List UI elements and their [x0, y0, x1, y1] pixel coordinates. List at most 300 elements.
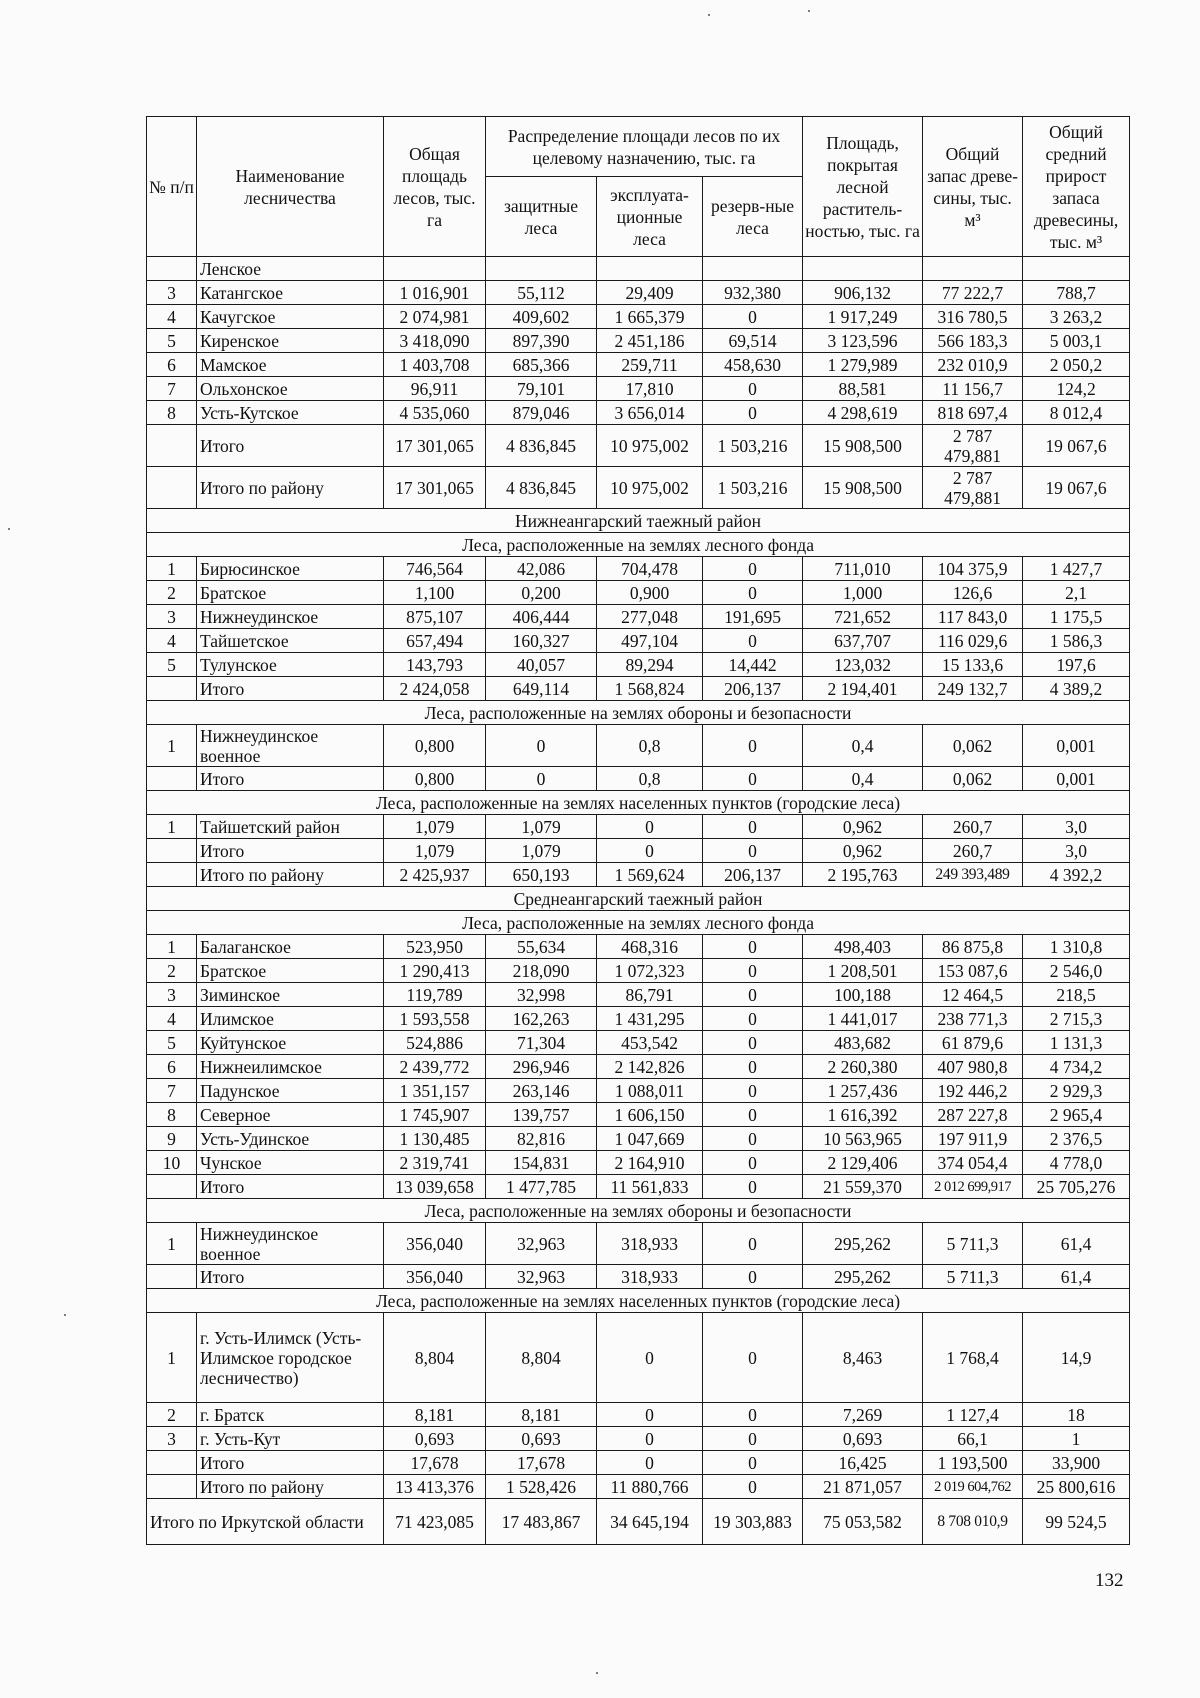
row-number: 7: [147, 1079, 197, 1103]
cell-reserve: 0: [703, 1475, 803, 1499]
table-body: [147, 257, 1130, 1545]
cell-protective: 1 528,426: [486, 1475, 597, 1499]
cell-operational: 1 088,011: [597, 1079, 703, 1103]
cell-growth: 2 965,4: [1023, 1103, 1130, 1127]
cell-growth: 0,001: [1023, 767, 1130, 791]
cell-reserve: 0: [703, 1127, 803, 1151]
cell-protective: 55,112: [486, 281, 597, 305]
cell-covered: 2 195,763: [803, 863, 923, 887]
cell-operational: 89,294: [597, 653, 703, 677]
cell-stock: 11 156,7: [923, 377, 1023, 401]
cell-protective: 40,057: [486, 653, 597, 677]
cell-operational: 0: [597, 839, 703, 863]
cell-growth: 1 586,3: [1023, 629, 1130, 653]
cell-stock: 249 132,7: [923, 677, 1023, 701]
row-number: 1: [147, 1223, 197, 1265]
row-name: Нижнеилимское: [197, 1055, 384, 1079]
table-row: [147, 425, 1130, 467]
cell-covered: 1 208,501: [803, 959, 923, 983]
cell-covered: 1 917,249: [803, 305, 923, 329]
cell-stock: 0,062: [923, 767, 1023, 791]
cell-stock: 117 843,0: [923, 605, 1023, 629]
row-name: Итого: [197, 767, 384, 791]
cell-operational: 0,8: [597, 767, 703, 791]
header-reserve: резерв-ные леса: [703, 177, 803, 257]
table-row: [147, 1427, 1130, 1451]
cell-growth: 1 310,8: [1023, 935, 1130, 959]
cell-protective: 42,086: [486, 557, 597, 581]
row-number: 4: [147, 305, 197, 329]
cell-stock: 316 780,5: [923, 305, 1023, 329]
row-name: Илимское: [197, 1007, 384, 1031]
cell-reserve: 69,514: [703, 329, 803, 353]
cell-stock: 2 787 479,881: [923, 425, 1023, 467]
table-row: [147, 467, 1130, 509]
table-row: [147, 1313, 1130, 1403]
header-covered: Площадь, покрытая лесной раститель-ностью, тыс. га: [803, 117, 923, 257]
row-name: Ольхонское: [197, 377, 384, 401]
cell-total: 746,564: [384, 557, 486, 581]
row-name: Нижнеудинское: [197, 605, 384, 629]
cell-total: 356,040: [384, 1223, 486, 1265]
cell-reserve: 0: [703, 1031, 803, 1055]
section-title: Леса, расположенные на землях обороны и безопасности: [147, 1199, 1130, 1223]
cell-reserve: 932,380: [703, 281, 803, 305]
row-number: 3: [147, 1427, 197, 1451]
cell-protective: 0,693: [486, 1427, 597, 1451]
cell-stock: [923, 257, 1023, 281]
cell-growth: 99 524,5: [1023, 1499, 1130, 1545]
cell-protective: 55,634: [486, 935, 597, 959]
cell-covered: 15 908,500: [803, 425, 923, 467]
cell-total: 2 424,058: [384, 677, 486, 701]
cell-reserve: 0: [703, 839, 803, 863]
header-stock: Общий запас древе-сины, тыс. м³: [923, 117, 1023, 257]
cell-protective: 160,327: [486, 629, 597, 653]
cell-total: 1 016,901: [384, 281, 486, 305]
cell-protective: 1,079: [486, 839, 597, 863]
row-name: Тайшетское: [197, 629, 384, 653]
row-number: 8: [147, 1103, 197, 1127]
table-row: [147, 863, 1130, 887]
row-name: Мамское: [197, 353, 384, 377]
cell-operational: 17,810: [597, 377, 703, 401]
cell-stock: 238 771,3: [923, 1007, 1023, 1031]
cell-operational: 3 656,014: [597, 401, 703, 425]
cell-total: 119,789: [384, 983, 486, 1007]
cell-stock: 116 029,6: [923, 629, 1023, 653]
cell-covered: 1 441,017: [803, 1007, 923, 1031]
row-number: 4: [147, 629, 197, 653]
cell-reserve: 0: [703, 959, 803, 983]
section-row: [147, 1289, 1130, 1313]
table-row: [147, 935, 1130, 959]
cell-growth: 2,1: [1023, 581, 1130, 605]
row-name: Братское: [197, 581, 384, 605]
table-row: [147, 401, 1130, 425]
cell-protective: 0: [486, 767, 597, 791]
cell-operational: 0,900: [597, 581, 703, 605]
cell-protective: 409,602: [486, 305, 597, 329]
table-row: [147, 1175, 1130, 1199]
cell-growth: 0,001: [1023, 725, 1130, 767]
cell-growth: 1 131,3: [1023, 1031, 1130, 1055]
row-name: Тайшетский район: [197, 815, 384, 839]
cell-operational: 11 561,833: [597, 1175, 703, 1199]
cell-operational: 1 431,295: [597, 1007, 703, 1031]
cell-stock: 566 183,3: [923, 329, 1023, 353]
cell-stock: 1 768,4: [923, 1313, 1023, 1403]
cell-operational: 468,316: [597, 935, 703, 959]
cell-total: 0,693: [384, 1427, 486, 1451]
cell-operational: 1 072,323: [597, 959, 703, 983]
cell-operational: 259,711: [597, 353, 703, 377]
row-name: Киренское: [197, 329, 384, 353]
row-number: 3: [147, 281, 197, 305]
cell-total: 1,079: [384, 839, 486, 863]
row-number: [147, 467, 197, 509]
table-row: [147, 605, 1130, 629]
cell-growth: 1: [1023, 1427, 1130, 1451]
cell-reserve: 0: [703, 1313, 803, 1403]
cell-protective: 897,390: [486, 329, 597, 353]
table-row: [147, 1451, 1130, 1475]
cell-stock: 260,7: [923, 815, 1023, 839]
cell-stock: 287 227,8: [923, 1103, 1023, 1127]
cell-total: 1 351,157: [384, 1079, 486, 1103]
cell-covered: 2 129,406: [803, 1151, 923, 1175]
cell-total: 13 413,376: [384, 1475, 486, 1499]
cell-total: 1 290,413: [384, 959, 486, 983]
cell-protective: 650,193: [486, 863, 597, 887]
cell-covered: 498,403: [803, 935, 923, 959]
cell-reserve: 1 503,216: [703, 425, 803, 467]
row-name: Балаганское: [197, 935, 384, 959]
cell-growth: 124,2: [1023, 377, 1130, 401]
row-name: г. Усть-Илимск (Усть-Илимское городское лесничество): [197, 1313, 384, 1403]
cell-covered: 0,693: [803, 1427, 923, 1451]
row-name: Итого: [197, 1175, 384, 1199]
cell-covered: 1,000: [803, 581, 923, 605]
cell-total: 875,107: [384, 605, 486, 629]
cell-operational: 497,104: [597, 629, 703, 653]
cell-reserve: 0: [703, 1007, 803, 1031]
table-row: [147, 959, 1130, 983]
cell-protective: 154,831: [486, 1151, 597, 1175]
cell-total: 4 535,060: [384, 401, 486, 425]
cell-covered: 0,4: [803, 725, 923, 767]
row-number: 3: [147, 605, 197, 629]
row-name: Катангское: [197, 281, 384, 305]
row-number: 1: [147, 935, 197, 959]
section-title: Леса, расположенные на землях населенных пунктов (городские леса): [147, 791, 1130, 815]
cell-growth: 14,9: [1023, 1313, 1130, 1403]
cell-reserve: 0: [703, 1103, 803, 1127]
cell-total: 657,494: [384, 629, 486, 653]
cell-growth: 197,6: [1023, 653, 1130, 677]
row-number: [147, 425, 197, 467]
cell-total: 71 423,085: [384, 1499, 486, 1545]
cell-total: 8,181: [384, 1403, 486, 1427]
cell-protective: 263,146: [486, 1079, 597, 1103]
row-number: 6: [147, 1055, 197, 1079]
cell-stock: 61 879,6: [923, 1031, 1023, 1055]
cell-stock: 374 054,4: [923, 1151, 1023, 1175]
cell-total: 2 425,937: [384, 863, 486, 887]
scan-speck: [596, 1672, 598, 1674]
cell-covered: 0,4: [803, 767, 923, 791]
cell-stock: 818 697,4: [923, 401, 1023, 425]
cell-operational: 10 975,002: [597, 425, 703, 467]
cell-reserve: 0: [703, 1055, 803, 1079]
cell-protective: 71,304: [486, 1031, 597, 1055]
cell-reserve: 0: [703, 1403, 803, 1427]
cell-growth: 1 427,7: [1023, 557, 1130, 581]
cell-reserve: 0: [703, 581, 803, 605]
row-name: Нижнеудинское военное: [197, 725, 384, 767]
cell-reserve: 0: [703, 401, 803, 425]
section-row: [147, 1199, 1130, 1223]
section-title: Леса, расположенные на землях обороны и безопасности: [147, 701, 1130, 725]
cell-stock: 407 980,8: [923, 1055, 1023, 1079]
cell-covered: [803, 257, 923, 281]
row-name: Итого: [197, 1451, 384, 1475]
cell-growth: 2 715,3: [1023, 1007, 1130, 1031]
cell-growth: 25 800,616: [1023, 1475, 1130, 1499]
cell-covered: 4 298,619: [803, 401, 923, 425]
cell-stock: 2 019 604,762: [923, 1475, 1023, 1499]
section-title: Леса, расположенные на землях населенных пунктов (городские леса): [147, 1289, 1130, 1313]
table-row: [147, 1031, 1130, 1055]
cell-reserve: 0: [703, 725, 803, 767]
table-row: [147, 1007, 1130, 1031]
row-number: 1: [147, 815, 197, 839]
row-number: 3: [147, 983, 197, 1007]
table-row: [147, 581, 1130, 605]
cell-reserve: 0: [703, 557, 803, 581]
cell-protective: 32,998: [486, 983, 597, 1007]
cell-total: 1 593,558: [384, 1007, 486, 1031]
grand-total-row: [147, 1499, 1130, 1545]
cell-total: 13 039,658: [384, 1175, 486, 1199]
row-name: Братское: [197, 959, 384, 983]
cell-protective: 406,444: [486, 605, 597, 629]
cell-covered: 1 616,392: [803, 1103, 923, 1127]
row-number: 4: [147, 1007, 197, 1031]
section-title: Леса, расположенные на землях лесного фонда: [147, 911, 1130, 935]
cell-protective: 1,079: [486, 815, 597, 839]
cell-operational: 453,542: [597, 1031, 703, 1055]
cell-protective: 32,963: [486, 1265, 597, 1289]
section-row: [147, 701, 1130, 725]
cell-stock: 126,6: [923, 581, 1023, 605]
cell-reserve: 0: [703, 935, 803, 959]
cell-growth: 8 012,4: [1023, 401, 1130, 425]
cell-covered: 123,032: [803, 653, 923, 677]
cell-reserve: 0: [703, 1451, 803, 1475]
row-name: Итого: [197, 425, 384, 467]
cell-protective: [486, 257, 597, 281]
cell-reserve: 19 303,883: [703, 1499, 803, 1545]
row-number: [147, 677, 197, 701]
cell-reserve: 0: [703, 767, 803, 791]
table-row: [147, 1403, 1130, 1427]
row-name: Итого по району: [197, 1475, 384, 1499]
cell-operational: 10 975,002: [597, 467, 703, 509]
cell-operational: 318,933: [597, 1265, 703, 1289]
cell-covered: 3 123,596: [803, 329, 923, 353]
section-title: Нижнеангарский таежный район: [147, 509, 1130, 533]
table-row: [147, 983, 1130, 1007]
cell-operational: 0: [597, 1427, 703, 1451]
cell-covered: 1 279,989: [803, 353, 923, 377]
cell-covered: 15 908,500: [803, 467, 923, 509]
cell-growth: 2 929,3: [1023, 1079, 1130, 1103]
row-name: г. Усть-Кут: [197, 1427, 384, 1451]
cell-operational: 0: [597, 815, 703, 839]
row-name: Зиминское: [197, 983, 384, 1007]
cell-operational: 2 451,186: [597, 329, 703, 353]
row-name: Нижнеудинское военное: [197, 1223, 384, 1265]
cell-reserve: 0: [703, 1223, 803, 1265]
row-number: 2: [147, 1403, 197, 1427]
cell-stock: 192 446,2: [923, 1079, 1023, 1103]
row-number: 5: [147, 329, 197, 353]
cell-growth: 33,900: [1023, 1451, 1130, 1475]
row-name: Итого по району: [197, 467, 384, 509]
cell-operational: 11 880,766: [597, 1475, 703, 1499]
cell-operational: 1 047,669: [597, 1127, 703, 1151]
cell-total: 17,678: [384, 1451, 486, 1475]
cell-covered: 637,707: [803, 629, 923, 653]
cell-total: 356,040: [384, 1265, 486, 1289]
cell-operational: 1 568,824: [597, 677, 703, 701]
scan-speck: [8, 528, 10, 530]
cell-stock: 86 875,8: [923, 935, 1023, 959]
cell-protective: 685,366: [486, 353, 597, 377]
cell-total: 1 403,708: [384, 353, 486, 377]
cell-operational: 1 569,624: [597, 863, 703, 887]
cell-total: 17 301,065: [384, 467, 486, 509]
table-row: [147, 329, 1130, 353]
table-row: [147, 1265, 1130, 1289]
section-row: [147, 911, 1130, 935]
row-name: Итого: [197, 1265, 384, 1289]
row-number: [147, 1451, 197, 1475]
cell-covered: 1 257,436: [803, 1079, 923, 1103]
cell-protective: 8,181: [486, 1403, 597, 1427]
cell-reserve: 191,695: [703, 605, 803, 629]
cell-total: 96,911: [384, 377, 486, 401]
cell-stock: 197 911,9: [923, 1127, 1023, 1151]
table-row: [147, 1151, 1130, 1175]
cell-stock: 260,7: [923, 839, 1023, 863]
cell-operational: 86,791: [597, 983, 703, 1007]
cell-stock: 232 010,9: [923, 353, 1023, 377]
row-number: 7: [147, 377, 197, 401]
cell-covered: 483,682: [803, 1031, 923, 1055]
cell-operational: 1 665,379: [597, 305, 703, 329]
cell-protective: 0,200: [486, 581, 597, 605]
page-number: 132: [1095, 1570, 1124, 1591]
cell-growth: 4 389,2: [1023, 677, 1130, 701]
cell-covered: 906,132: [803, 281, 923, 305]
row-name: Усть-Кутское: [197, 401, 384, 425]
header-distribution: Распределение площади лесов по их целевому назначению, тыс. га: [486, 117, 803, 177]
row-number: 2: [147, 581, 197, 605]
cell-growth: 2 376,5: [1023, 1127, 1130, 1151]
cell-protective: 879,046: [486, 401, 597, 425]
cell-reserve: 0: [703, 1079, 803, 1103]
cell-covered: 2 260,380: [803, 1055, 923, 1079]
table-row: [147, 1055, 1130, 1079]
table-row: [147, 677, 1130, 701]
cell-growth: 4 778,0: [1023, 1151, 1130, 1175]
row-number: 2: [147, 959, 197, 983]
cell-protective: 649,114: [486, 677, 597, 701]
table-header: [147, 117, 1130, 257]
row-number: 10: [147, 1151, 197, 1175]
table-row: [147, 1127, 1130, 1151]
cell-growth: 61,4: [1023, 1265, 1130, 1289]
cell-reserve: 0: [703, 305, 803, 329]
header-protective: защитные леса: [486, 177, 597, 257]
row-name: Северное: [197, 1103, 384, 1127]
table-row: [147, 767, 1130, 791]
cell-covered: 721,652: [803, 605, 923, 629]
cell-reserve: 0: [703, 1151, 803, 1175]
cell-total: 8,804: [384, 1313, 486, 1403]
row-number: 9: [147, 1127, 197, 1151]
cell-total: 523,950: [384, 935, 486, 959]
cell-growth: 3 263,2: [1023, 305, 1130, 329]
cell-protective: 4 836,845: [486, 425, 597, 467]
cell-growth: 19 067,6: [1023, 467, 1130, 509]
cell-growth: 1 175,5: [1023, 605, 1130, 629]
cell-protective: 79,101: [486, 377, 597, 401]
table-row: [147, 839, 1130, 863]
cell-operational: 2 164,910: [597, 1151, 703, 1175]
cell-reserve: 0: [703, 983, 803, 1007]
cell-covered: 295,262: [803, 1223, 923, 1265]
cell-covered: 21 559,370: [803, 1175, 923, 1199]
cell-growth: 3,0: [1023, 815, 1130, 839]
cell-protective: 162,263: [486, 1007, 597, 1031]
cell-operational: 0,8: [597, 725, 703, 767]
section-row: [147, 533, 1130, 557]
row-number: 1: [147, 725, 197, 767]
table-row: [147, 1223, 1130, 1265]
row-number: [147, 1175, 197, 1199]
header-no: № п/п: [147, 117, 197, 257]
table-row: [147, 1475, 1130, 1499]
row-number: [147, 839, 197, 863]
scan-speck: [708, 14, 710, 16]
cell-reserve: 206,137: [703, 863, 803, 887]
cell-protective: 139,757: [486, 1103, 597, 1127]
cell-growth: 4 392,2: [1023, 863, 1130, 887]
cell-operational: 0: [597, 1313, 703, 1403]
cell-covered: 8,463: [803, 1313, 923, 1403]
cell-stock: 15 133,6: [923, 653, 1023, 677]
cell-operational: 704,478: [597, 557, 703, 581]
cell-reserve: 458,630: [703, 353, 803, 377]
row-name: Чунское: [197, 1151, 384, 1175]
cell-stock: 5 711,3: [923, 1223, 1023, 1265]
row-name: Итого по Иркутской области: [147, 1499, 384, 1545]
cell-operational: 34 645,194: [597, 1499, 703, 1545]
cell-reserve: [703, 257, 803, 281]
